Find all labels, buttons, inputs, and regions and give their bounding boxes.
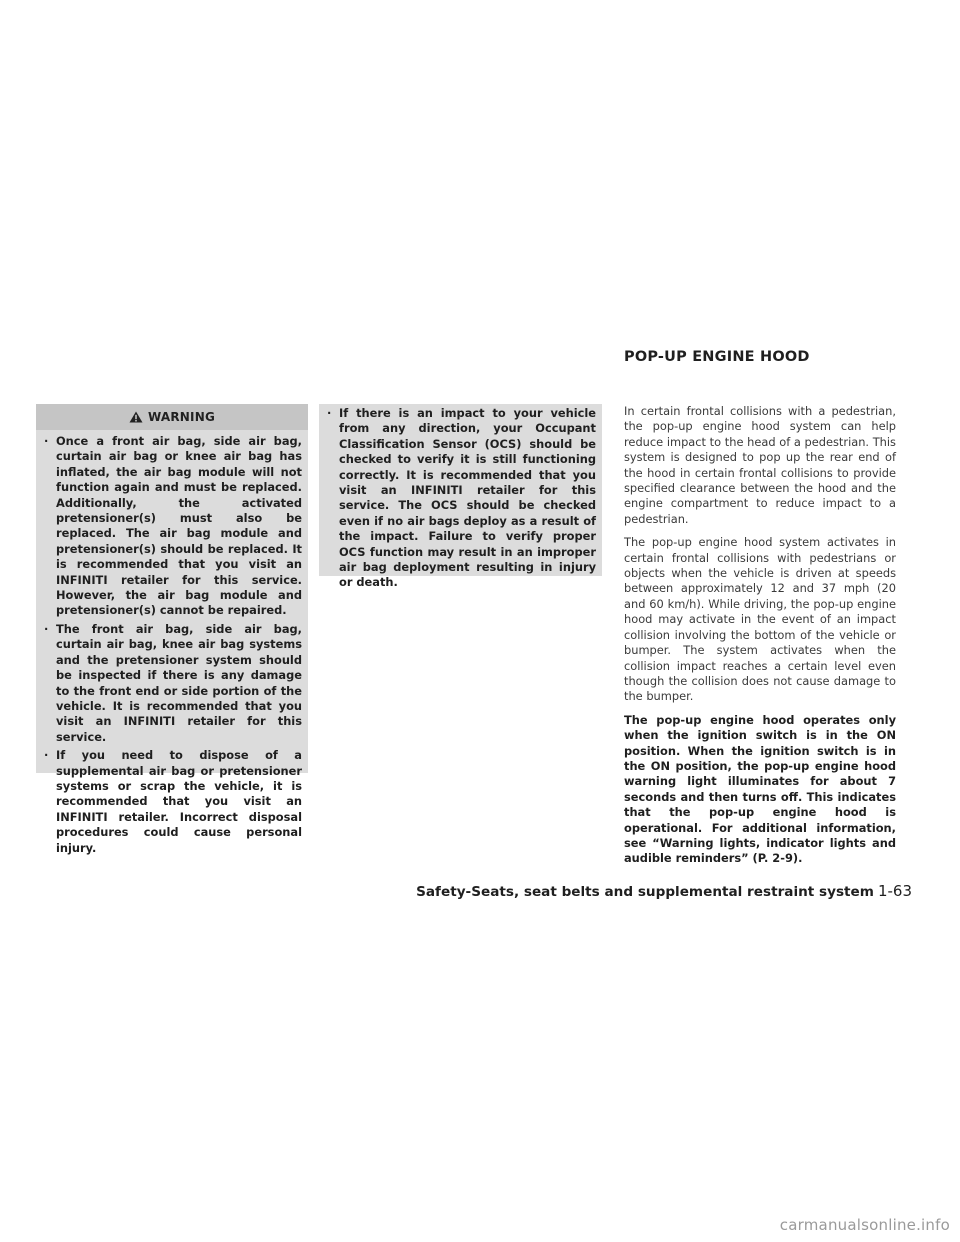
warning-list-left (44, 434, 302, 859)
page-number: 1-63 (877, 882, 912, 900)
warning-item: · If you need to dispose of a supplemental air bag or pretensioner systems or scrap the vehicle, it is recommended that you visit an INFINITI retailer. Incorrect disposal procedures could cause personal injury. (44, 748, 302, 856)
warning-list-right (327, 406, 596, 594)
warning-title: WARNING (147, 410, 216, 424)
paragraph-bold: The pop-up engine hood operates only when the ignition switch is in the ON position. When the ignition switch is in the ON position, the pop-up engine hood warning light illuminates for about 7 seconds and then turns off. This indicates that the pop-up engine hood is operational. For additional information, see “Warning lights, indicator lights and audible reminders” (P. 2-9). (624, 712, 896, 866)
paragraph: The pop-up engine hood system activates in certain frontal collisions with pedestrians or objects when the vehicle is driven at speeds between approximately 12 and 37 mph (20 and 60 km/h). While driving, the pop-up engine hood may activate in the event of an impact collision involving the bottom of the vehicle or bumper. The system activates when the collision impact reaches a certain level even though the collision does not cause damage to the bumper. (624, 535, 896, 704)
warning-item: · The front air bag, side air bag, curtain air bag, knee air bag systems and the pretensioner system should be inspected if there is any damage to the front end or side portion of the vehicle. It is recommended that you visit an INFINITI retailer for this service. (44, 622, 302, 745)
paragraph: In certain frontal collisions with a pedestrian, the pop-up engine hood system can help reduce impact to the head of a pedestrian. This system is designed to pop up the rear end of the hood in certain frontal collisions to provide specified clearance between the hood and the engine compartment to reduce impact to a pedestrian. (624, 404, 896, 526)
warning-header (36, 404, 308, 430)
footer-chapter: Safety-Seats, seat belts and supplemental restraint system (416, 884, 874, 900)
warning-triangle-icon (129, 411, 143, 423)
section-title: POP-UP ENGINE HOOD (624, 349, 810, 365)
warning-item: · Once a front air bag, side air bag, curtain air bag or knee air bag has inflated, the air bag module will not function again and must be replaced. Additionally, the activated pretensioner(s) must also be replaced. The air bag module and pretensioner(s) should be replaced. It is recommended that you visit an INFINITI retailer for this service. However, the air bag module and pretensioner(s) cannot be repaired. (44, 434, 302, 619)
warning-item: · If there is an impact to your vehicle from any direction, your Occupant Classification Sensor (OCS) should be checked to verify it is still functioning correctly. It is recommended that you visit an INFINITI retailer for this service. The OCS should be checked even if no air bags deploy as a result of the impact. Failure to verify proper OCS function may result in an improper air bag deployment resulting in injury or death. (327, 406, 596, 591)
section-body (624, 404, 896, 875)
watermark: carmanualsonline.info (779, 1216, 950, 1234)
page-footer (416, 882, 912, 900)
